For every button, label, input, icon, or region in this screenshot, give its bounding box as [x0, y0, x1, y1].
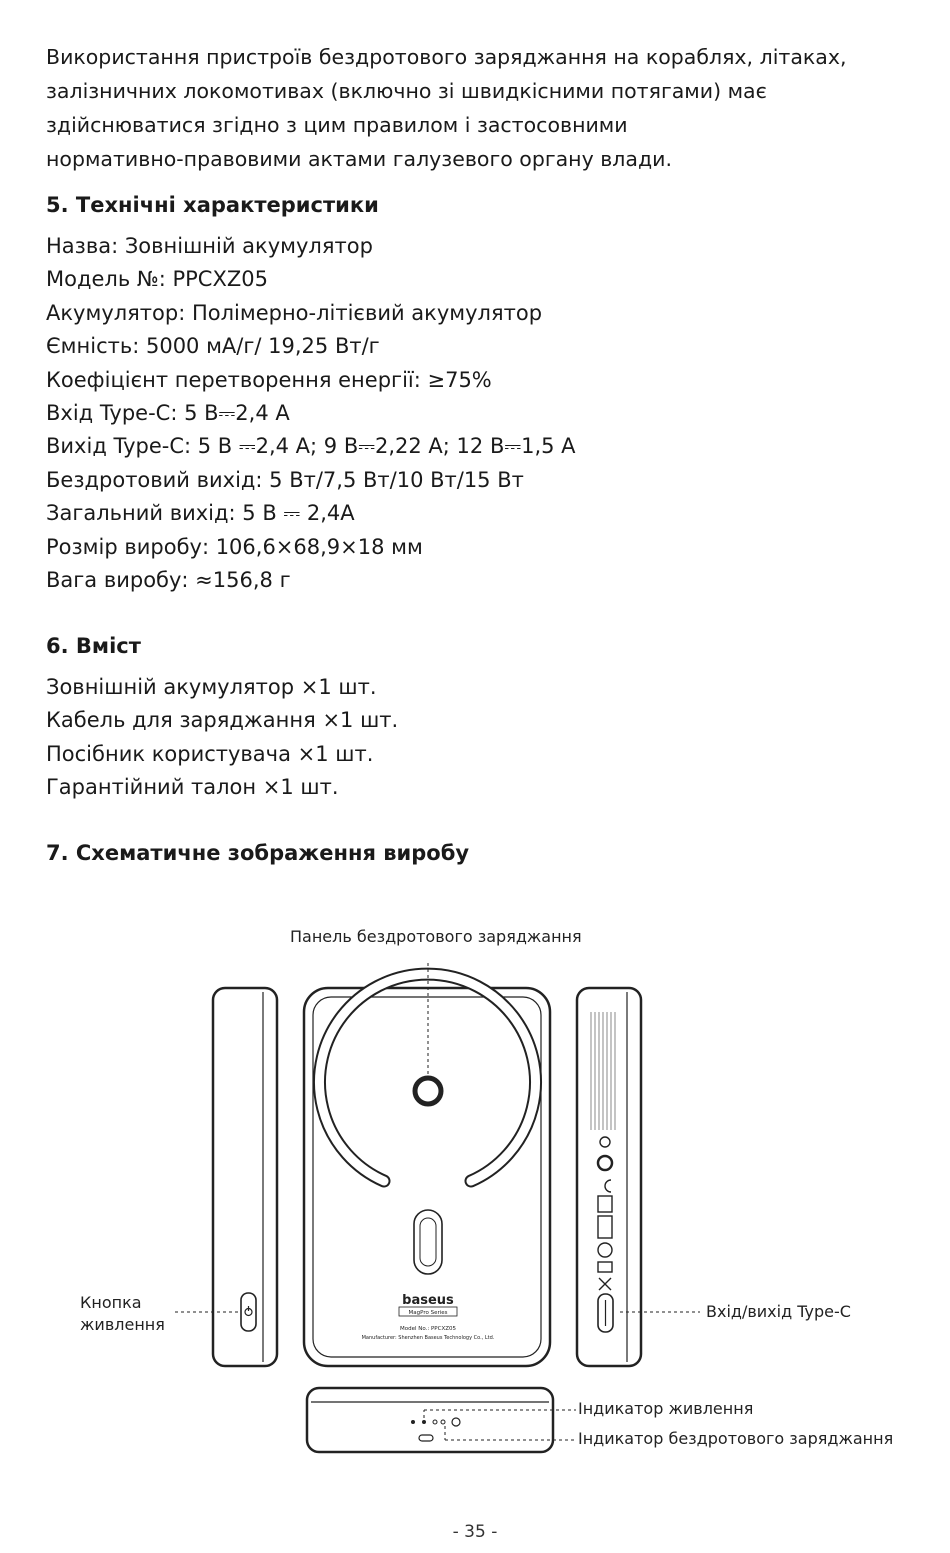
device-series: MagPro Series — [408, 1310, 448, 1316]
spec-item: Модель №: PPCXZ05 — [46, 267, 268, 292]
contents-heading: 6. Вміст — [46, 634, 141, 658]
label-wireless-indicator: Індикатор бездротового заряджання — [578, 1429, 894, 1448]
device-logo: baseus — [402, 1293, 454, 1308]
spec-item: Вхід Type-C: 5 В⎓2,4 А — [46, 401, 290, 426]
schematic-heading: 7. Схематичне зображення виробу — [46, 841, 470, 865]
spec-item: Вага виробу: ≈156,8 г — [46, 568, 291, 593]
label-power-button-line2: живлення — [80, 1315, 165, 1334]
label-wireless-panel: Панель бездротового заряджання — [290, 927, 582, 946]
spec-item: Загальний вихід: 5 В ⎓ 2,4А — [46, 501, 355, 526]
label-typec-port: Вхід/вихід Type-C — [706, 1302, 851, 1321]
specs-heading: 5. Технічні характеристики — [46, 193, 379, 217]
spec-item: Назва: Зовнішній акумулятор — [46, 234, 373, 258]
label-power-button-line1: Кнопка — [80, 1293, 142, 1312]
product-schematic — [0, 900, 950, 1470]
device-manufacturer: Manufacturer: Shenzhen Baseus Technology Co., Ltd. — [361, 1335, 495, 1341]
spec-item: Вихід Type-C: 5 В ⎓2,4 А; 9 В⎓2,22 А; 12 В⎓1,5 А — [46, 434, 576, 459]
contents-list — [46, 671, 398, 805]
intro-line: здійснюватися згідно з цим правилом і застосовними — [46, 113, 628, 137]
specs-list — [46, 230, 576, 597]
contents-item: Зовнішній акумулятор ×1 шт. — [46, 675, 377, 699]
schematic-drawing — [0, 900, 950, 1470]
page-number: - 35 - — [452, 1522, 498, 1542]
spec-item: Розмір виробу: 106,6×68,9×18 мм — [46, 534, 423, 559]
intro-line: нормативно-правовими актами галузевого органу влади. — [46, 147, 672, 171]
spec-item: Бездротовий вихід: 5 Вт/7,5 Вт/10 Вт/15 Вт — [46, 467, 524, 492]
left-side-view — [175, 988, 277, 1366]
contents-item: Посібник користувача ×1 шт. — [46, 741, 374, 766]
spec-item: Ємність: 5000 мА/г/ 19,25 Вт/г — [46, 334, 380, 359]
contents-item: Гарантійний талон ×1 шт. — [46, 775, 339, 800]
contents-item: Кабель для заряджання ×1 шт. — [46, 708, 399, 733]
intro-line: залізничних локомотивах (включно зі швидкісними потягами) має — [46, 79, 767, 103]
device-model: Model No.: PPCXZ05 — [399, 1326, 457, 1332]
label-power-indicator: Індикатор живлення — [578, 1399, 754, 1418]
intro-paragraph — [46, 40, 906, 176]
bottom-view — [307, 1388, 576, 1452]
right-side-view — [577, 988, 700, 1366]
spec-item: Коефіцієнт перетворення енергії: ≥75% — [46, 367, 492, 392]
spec-item: Акумулятор: Полімерно-літієвий акумулятор — [46, 300, 543, 325]
intro-line: Використання пристроїв бездротового заряджання на кораблях, літаках, — [46, 45, 847, 69]
